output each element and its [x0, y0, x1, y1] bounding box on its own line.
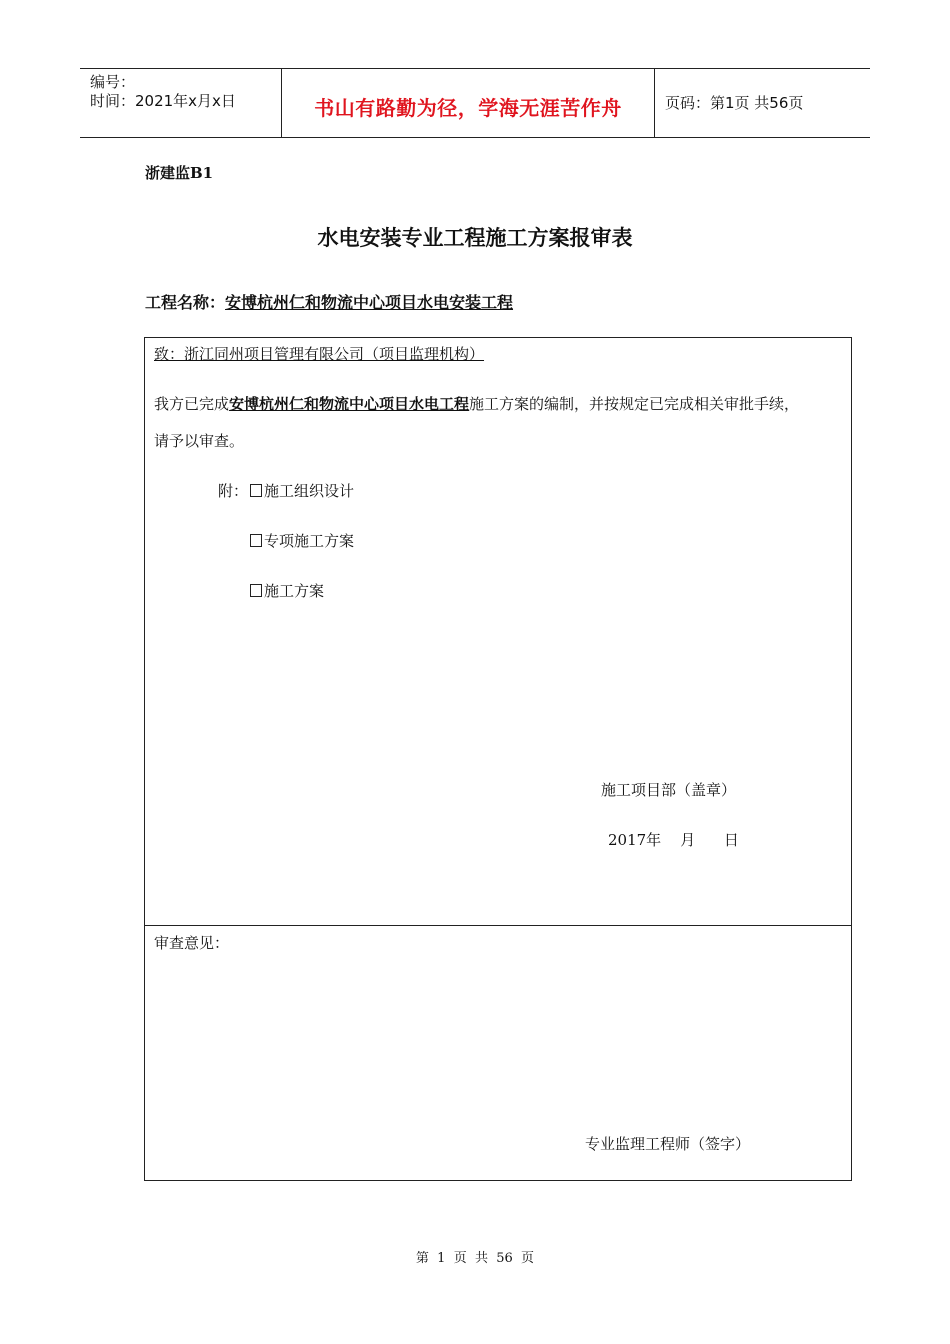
statement-suffix: 施工方案的编制，并按规定已完成相关审批手续，	[469, 395, 800, 413]
header-info-cell	[80, 69, 282, 137]
section-divider	[145, 925, 851, 926]
attachment-item[interactable]	[250, 530, 354, 551]
page-footer: 第 1 页 共 56 页	[415, 1251, 535, 1266]
project-name: 安博杭州仁和物流中心项目水电安装工程	[225, 293, 514, 312]
addressee: 致：浙江同州项目管理有限公司（项目监理机构）	[154, 345, 485, 363]
statement-prefix: 我方已完成	[154, 395, 230, 413]
statement-line-1	[154, 393, 799, 414]
project-label: 工程名称：	[145, 293, 226, 312]
form-code: 浙建监B1	[145, 164, 214, 182]
page-label: 页码：第1页 共56页	[665, 94, 804, 112]
time-label: 时间：2021年x月x日	[90, 92, 236, 110]
checkbox-icon[interactable]	[250, 534, 262, 547]
checkbox-icon[interactable]	[250, 584, 262, 597]
form-frame	[144, 337, 852, 1181]
page-header	[80, 68, 870, 138]
stamp-label: 施工项目部（盖章）	[601, 781, 737, 799]
attachment-label: 施工方案	[264, 582, 325, 600]
attachment-item[interactable]	[250, 580, 324, 601]
checkbox-icon[interactable]	[250, 484, 262, 497]
statement-project: 安博杭州仁和物流中心项目水电工程	[229, 395, 470, 413]
submit-date: 2017年 月 日	[608, 831, 739, 849]
project-line	[145, 290, 513, 313]
page-title: 水电安装专业工程施工方案报审表	[317, 226, 633, 250]
attachment-label: 施工组织设计	[264, 482, 355, 500]
header-motto-cell	[282, 69, 655, 137]
attachment-label: 专项施工方案	[264, 532, 355, 550]
motto-text: 书山有路勤为径，学海无涯苦作舟	[314, 96, 622, 120]
attachments-label: 附：	[218, 482, 249, 500]
review-label: 审查意见：	[154, 934, 230, 952]
statement-line-2: 请予以审查。	[154, 432, 245, 450]
engineer-signature-label: 专业监理工程师（签字）	[585, 1135, 751, 1153]
attachment-item[interactable]	[250, 480, 354, 501]
header-page-cell	[655, 69, 870, 137]
number-label: 编号：	[90, 73, 136, 91]
